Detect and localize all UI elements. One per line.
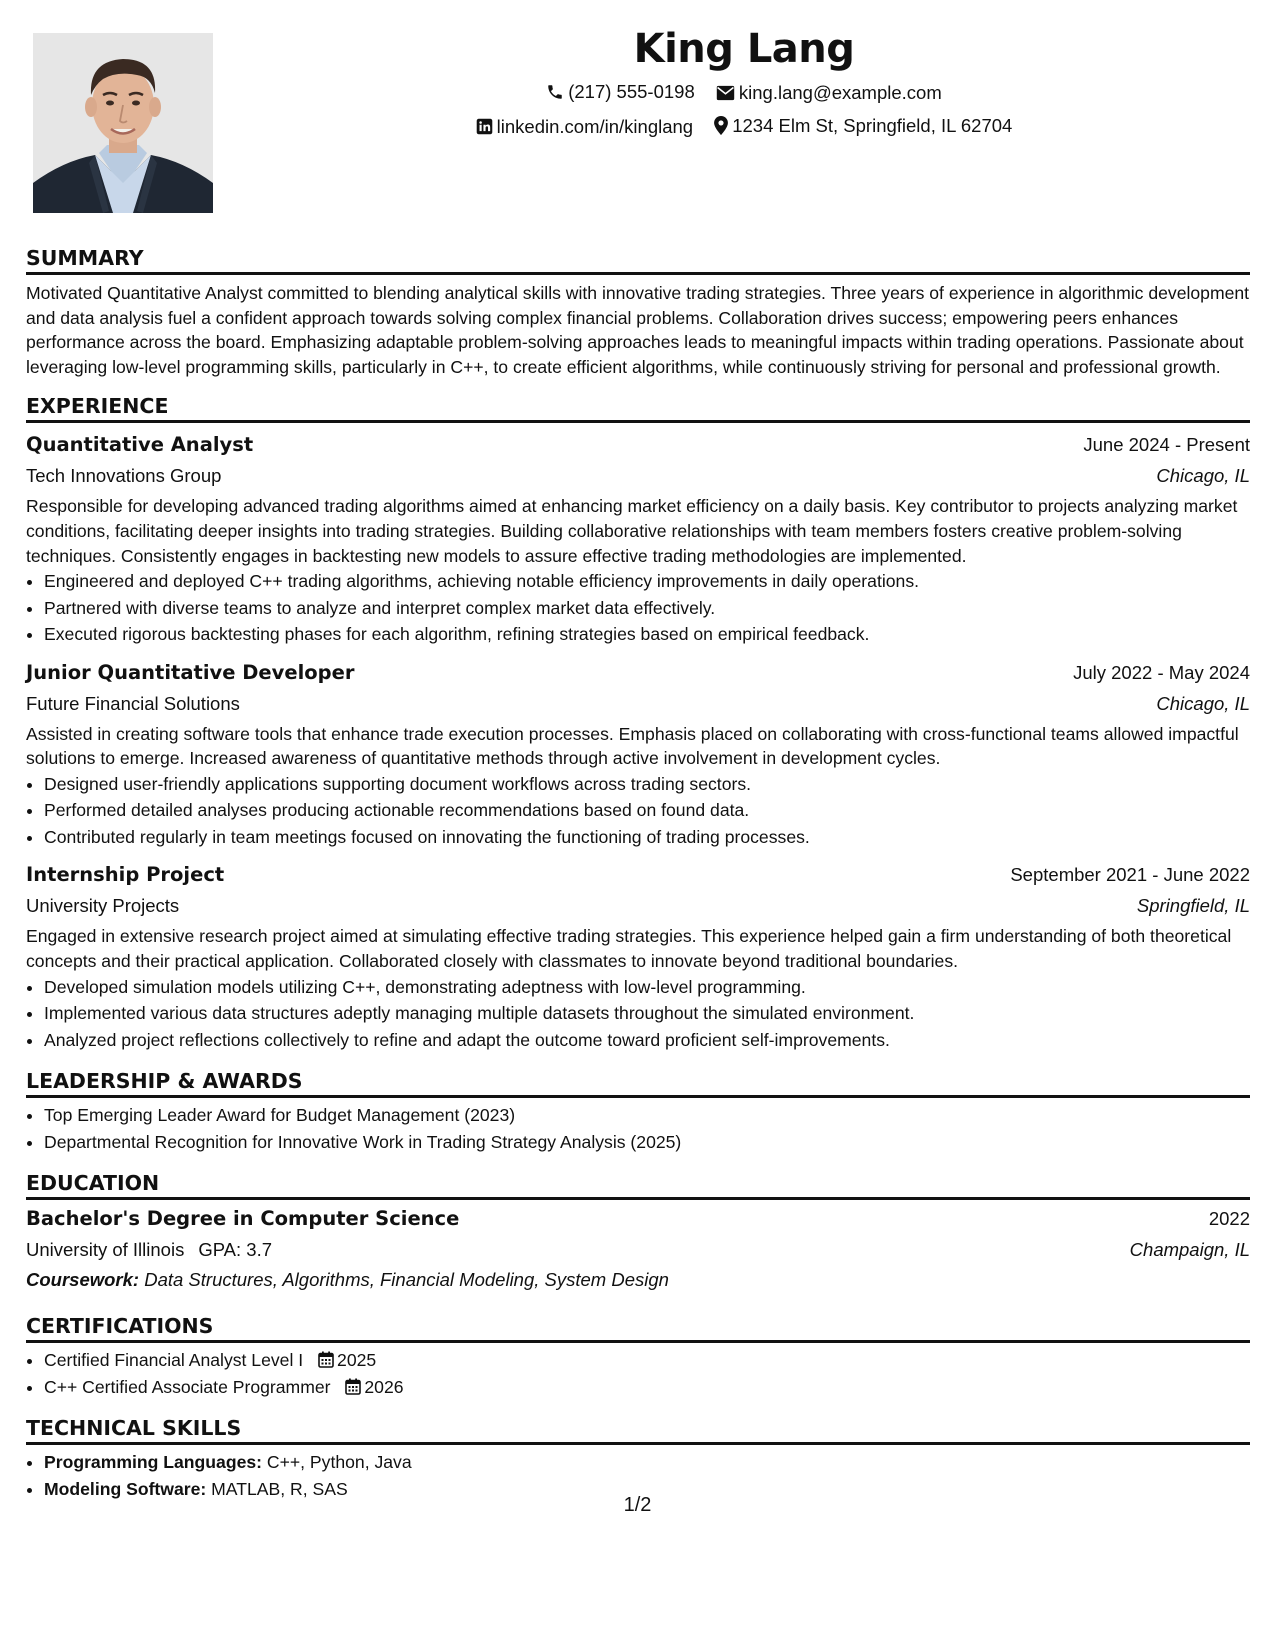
skill-label: Programming Languages: bbox=[44, 1452, 262, 1473]
list-item: • Developed simulation models utilizing C++, demonstrating adeptness with low-level programming. bbox=[44, 974, 1250, 1001]
job-header-row bbox=[26, 429, 1250, 460]
job-entry bbox=[26, 429, 1250, 647]
linkedin-text: linkedin.com/in/kinglang bbox=[496, 115, 694, 137]
job-company: University Projects bbox=[26, 895, 180, 917]
list-item: • Contributed regularly in team meetings focused on innovating the functioning of trading processes. bbox=[44, 824, 1250, 851]
list-item bbox=[44, 1449, 1250, 1476]
skill-value: C++, Python, Java bbox=[266, 1452, 412, 1473]
list-item: • Designed user-friendly applications supporting document workflows across trading sectors. bbox=[44, 771, 1250, 798]
linkedin-icon bbox=[476, 118, 493, 135]
portrait-image bbox=[33, 33, 213, 213]
list-item: • Performed detailed analyses producing actionable recommendations based on found data. bbox=[44, 797, 1250, 824]
job-location: Chicago, IL bbox=[1156, 692, 1250, 714]
job-dates: September 2021 - June 2022 bbox=[1010, 864, 1250, 886]
school-location: Champaign, IL bbox=[1129, 1239, 1250, 1261]
school-name: University of Illinois bbox=[26, 1239, 185, 1261]
job-description: Responsible for developing advanced trading algorithms aimed at enhancing market efficiency on a daily basis. Key contributor to projects analyzing market conditions, facilitating deeper insights into trading strategies. Building collaborative relationships with team members fosters creative problem-solving techniques. Consistently engages in backtesting new models to assure effective trading methodologies are implemented. bbox=[26, 496, 1238, 566]
job-entry bbox=[26, 859, 1250, 1053]
list-item bbox=[44, 1347, 1250, 1374]
phone-text: (217) 555-0198 bbox=[568, 81, 695, 102]
leadership-section bbox=[26, 1067, 1250, 1155]
education-heading: EDUCATION bbox=[26, 1169, 1250, 1200]
job-company-row bbox=[26, 890, 1250, 921]
coursework-text: Data Structures, Algorithms, Financial Modeling, System Design bbox=[144, 1269, 669, 1291]
coursework-label: Coursework: bbox=[26, 1269, 140, 1291]
job-header-row bbox=[26, 657, 1250, 688]
coursework-line bbox=[26, 1265, 1250, 1294]
job-title: Quantitative Analyst bbox=[26, 433, 254, 457]
certifications-heading: CERTIFICATIONS bbox=[26, 1312, 1250, 1343]
experience-heading: EXPERIENCE bbox=[26, 392, 1250, 423]
job-location: Chicago, IL bbox=[1156, 465, 1250, 487]
cert-name: Certified Financial Analyst Level I bbox=[44, 1350, 304, 1371]
list-item: • Analyzed project reflections collectively to refine and adapt the outcome toward proficient self-improvements. bbox=[44, 1027, 1250, 1054]
skills-section bbox=[26, 1414, 1250, 1502]
job-dates: July 2022 - May 2024 bbox=[1073, 661, 1250, 683]
job-entry bbox=[26, 657, 1250, 851]
skills-heading: TECHNICAL SKILLS bbox=[26, 1414, 1250, 1445]
school-row bbox=[26, 1234, 1250, 1265]
gpa-text: GPA: 3.7 bbox=[198, 1239, 273, 1261]
summary-section bbox=[26, 244, 1250, 379]
job-company: Tech Innovations Group bbox=[26, 465, 222, 487]
job-description: Engaged in extensive research project aimed at simulating effective trading strategies. This experience helped gain a firm understanding of both theoretical concepts and their practical application. Collaborated closely with classmates to innovate beyond traditional boundaries. bbox=[26, 926, 1232, 971]
contact-address bbox=[714, 110, 1012, 141]
envelope-icon bbox=[716, 85, 735, 101]
leadership-heading: LEADERSHIP & AWARDS bbox=[26, 1067, 1250, 1098]
job-title: Internship Project bbox=[26, 863, 225, 887]
address-text: 1234 Elm St, Springfield, IL 62704 bbox=[732, 114, 1013, 136]
certifications-list bbox=[26, 1347, 1250, 1400]
contact-phone bbox=[546, 76, 695, 107]
job-header-row bbox=[26, 859, 1250, 890]
list-item: • Implemented various data structures adeptly managing multiple datasets throughout the simulated environment. bbox=[44, 1000, 1250, 1027]
candidate-name: King Lang bbox=[633, 26, 855, 72]
job-title: Junior Quantitative Developer bbox=[26, 660, 355, 684]
contact-email[interactable] bbox=[716, 77, 942, 108]
experience-section bbox=[26, 392, 1250, 1053]
cert-year: 2026 bbox=[364, 1376, 404, 1397]
job-company-row bbox=[26, 688, 1250, 719]
calendar-icon bbox=[318, 1351, 334, 1368]
job-company: Future Financial Solutions bbox=[26, 692, 240, 714]
degree-row bbox=[26, 1203, 1250, 1234]
phone-icon bbox=[546, 83, 564, 101]
list-item: • Departmental Recognition for Innovative Work in Trading Strategy Analysis (2025) bbox=[44, 1129, 1250, 1156]
resume-body bbox=[26, 244, 1250, 1511]
job-bullets bbox=[26, 771, 1250, 851]
list-item: • Engineered and deployed C++ trading algorithms, achieving notable efficiency improvements in daily operations. bbox=[44, 568, 1250, 595]
leadership-list bbox=[26, 1102, 1250, 1155]
list-item: • Partnered with diverse teams to analyze and interpret complex market data effectively. bbox=[44, 595, 1250, 622]
job-bullets bbox=[26, 568, 1250, 648]
list-item: • Executed rigorous backtesting phases for each algorithm, refining strategies based on empirical feedback. bbox=[44, 621, 1250, 648]
list-item: • Top Emerging Leader Award for Budget Management (2023) bbox=[44, 1102, 1250, 1129]
job-description: Assisted in creating software tools that enhance trade execution processes. Emphasis placed on collaborating with cross-functional teams allowed impactful solutions to emerge. Increased awareness of quantitative methods through active involvement in development cycles. bbox=[26, 723, 1239, 769]
skill-value: MATLAB, R, SAS bbox=[211, 1478, 348, 1499]
email-text: king.lang@example.com bbox=[738, 82, 942, 103]
certifications-section bbox=[26, 1312, 1250, 1400]
job-dates: June 2024 - Present bbox=[1083, 434, 1250, 456]
contact-linkedin[interactable] bbox=[476, 111, 693, 142]
job-location: Springfield, IL bbox=[1136, 895, 1250, 917]
cert-name: C++ Certified Associate Programmer bbox=[44, 1376, 331, 1397]
list-item bbox=[44, 1374, 1250, 1401]
contact-line-2 bbox=[213, 110, 1275, 144]
resume-header bbox=[213, 22, 1275, 144]
degree-name: Bachelor's Degree in Computer Science bbox=[26, 1207, 460, 1231]
school-info bbox=[26, 1234, 272, 1265]
summary-heading: SUMMARY bbox=[26, 244, 1250, 275]
job-bullets bbox=[26, 974, 1250, 1054]
cert-year: 2025 bbox=[337, 1350, 377, 1371]
map-pin-icon bbox=[714, 116, 728, 135]
graduation-year: 2022 bbox=[1208, 1208, 1250, 1230]
summary-text: Motivated Quantitative Analyst committed to blending analytical skills with innovative trading strategies. Three years of experience in algorithmic development and data analysis fuel a confident approach towards solving complex financial problems. Collaboration drives success; empowering peers enhances performance across the board. Emphasizing adaptable problem-solving approaches leads to meaningful impacts within trading operations. Passionate about leveraging low-level programming skills, particularly in C++, to create efficient algorithms, while continuously striving for personal and professional growth. bbox=[26, 283, 1250, 377]
profile-photo bbox=[33, 33, 213, 213]
job-company-row bbox=[26, 460, 1250, 491]
calendar-icon bbox=[345, 1378, 361, 1395]
skill-label: Modeling Software: bbox=[44, 1478, 207, 1499]
contact-line-1 bbox=[213, 76, 1275, 110]
education-section bbox=[26, 1169, 1250, 1294]
page-number: 1/2 bbox=[623, 1494, 652, 1516]
